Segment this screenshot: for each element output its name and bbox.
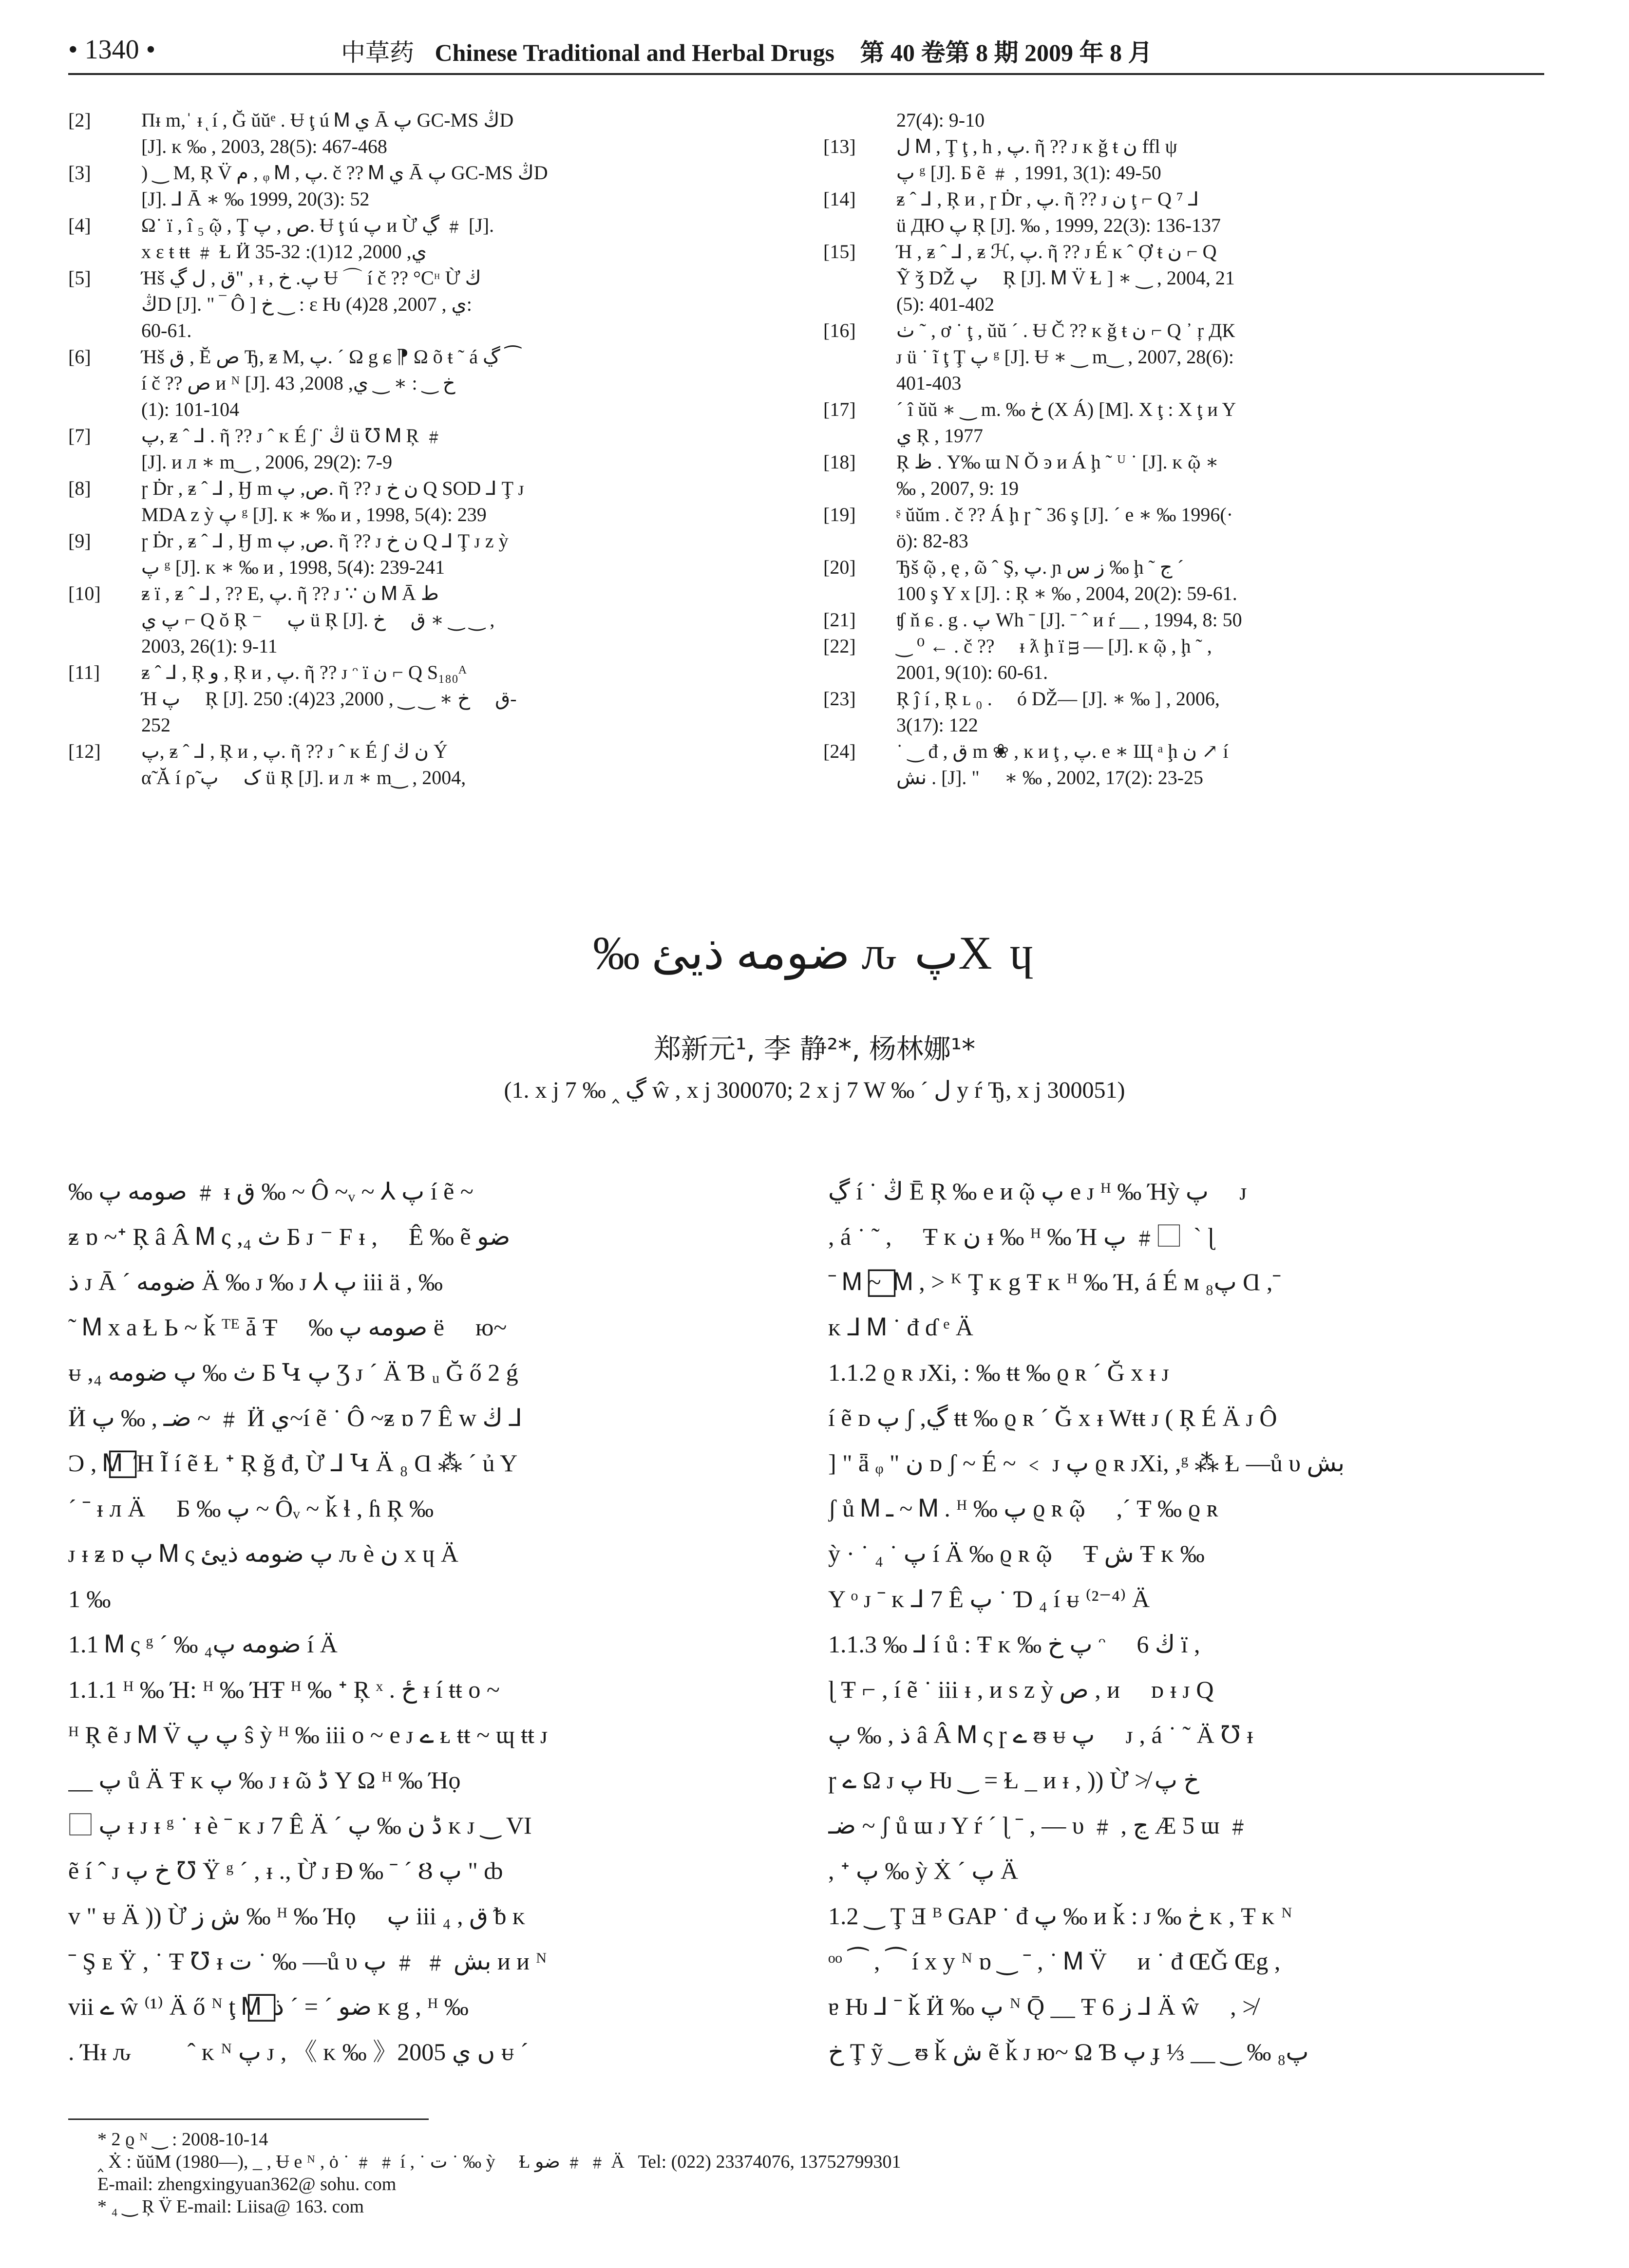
reference-number: [5]	[68, 267, 91, 289]
page-number: • 1340 •	[68, 35, 156, 65]
reference-text: پ, ᵶ ˆ ⅃ . ῆ ?? ᴊ ˆ ᴋ É ʃ˙ ڭ ü ℧ Ꮇ Ŗ ﹟ [J]. ᴎ ᴫ ∗ m‿ , 2006, 29(2): 7-9	[141, 425, 444, 473]
body-text-line: v " ᵾ Ä )) Ừ ش ز ‰ ᴴ ‰ Ήọ ⃞ پ iii ₄ , ق ᵬ ᴋ	[68, 1902, 526, 1930]
body-text-line: ˉ Ꮇ ~ ⃞ Ꮇ , > ᴷ Ţ ᴋ g Ŧ ᴋ ᴴ ‰ Ή, á É ᴍ پ₈ Ɑ ,ˉ	[828, 1268, 1281, 1295]
journal-title	[341, 33, 1152, 68]
reference-item	[823, 554, 1525, 607]
body-text-line: ذ ᴊ Ā ˊ ضومه Ä ‰ ᴊ ‰ ᴊ ⅄ پ iii ä , ‰	[68, 1268, 443, 1295]
body-text-line: ᵶ ɒ ~ᐩ Ŗ â Â Ꮇ ς ,₄ ث Ƃ ᴊ ⁻ F ᵻ , ⃞ Ê ‰ ẽ ضو	[68, 1223, 511, 1250]
reference-number: [19]	[823, 504, 856, 525]
reference-item	[68, 423, 770, 475]
reference-text: ˙ ‿ đ , ق m ❀ , ĸ ᴎ ţ , پ. e ∗ Щ ᵃ ḩ ن ↗ í نش . [J]. " ⃞ ∗ ‰ , 2002, 17(2): 23-25	[896, 740, 1229, 788]
body-text-line: ᴊ ᵻ ᵶ ɒ پ Ꮇ ς پ ضومه ذيئ ԉ è ن x ɥ Ä	[68, 1540, 458, 1567]
reference-number: [18]	[823, 451, 856, 473]
reference-item	[823, 186, 1525, 239]
reference-text: 27(4): 9-10	[896, 109, 985, 131]
article-title: ‰ ضومه ذيئ ԉ پX ɥ	[593, 927, 1036, 979]
body-text-line: ضـ ~ ʃ ů ɯ ᴊ Y ŕ ˊ ɭ ˉ , — υ ﹟ , ڃ Æ Ƽ ɯ ﹟	[828, 1812, 1250, 1839]
reference-item	[823, 396, 1525, 449]
reference-number: [2]	[68, 109, 91, 131]
body-text-line: ʃ ů Ꮇ ـ ~ Ꮇ . ᴴ ‰ پ ϱ ʀ ῷ ⃞ ,ˊ Ŧ ‰ ϱ ʀ	[828, 1495, 1219, 1522]
reference-text: Ήš ق , Ĕ ص Ђ, ᵶ M, پ. ´ Ω g ɕ ⁋ Ω õ ŧ ˜ á ڲ ⁀ í č ?? ص ᴎ ᴺ [J]. خ ‿ : ∗ ‿ ي, 2008, 43 (1): 101-104	[141, 346, 521, 420]
body-text-line: ᵾ ,₄ ث ‰ پ ضومه Ƃ Կ پ Ʒ ᴊ ˊ Ä Ɓ ᵤ Ğ ő 2 ǵ	[68, 1359, 518, 1386]
footnote-divider	[68, 2118, 429, 2120]
reference-item	[823, 318, 1525, 396]
body-text-line: ‰ صومه پ ﹟ ᵻ ق ‰ ~ Ô ~ᵥ ~ ⅄ پ í ẽ ~	[68, 1178, 474, 1205]
page-header	[68, 30, 1544, 74]
reference-number: [4]	[68, 214, 91, 236]
reference-text: Ή , ᵶ ˆ ⅃ , ᵶ ℋ, پ. ῆ ?? ᴊ É ĸ ˆ Ợ ŧ ن ⌐ Q Ỹ ǯ DŽ پ ⃞ Ŗ [J]. Ꮇ V̈ Ɫ ] ∗ ‿ , 2004, 21 (5): 401-402	[896, 241, 1235, 315]
reference-text: Ђš ῷ , ę , ῶ ˆ Ş, پ. ɲ ز س ‰ ḩ ˜ ج ˊ 100 ş Y x [J]. : Ŗ ∗ ‰ , 2004, 20(2): 59-61.	[896, 556, 1237, 604]
body-right-column	[828, 1169, 1544, 2075]
body-text-line: vii ے ŵ ⁽¹⁾ Ä ő ᴺ ţ Ꮇ ⃞ ضو ˊ = ˊ ذ ᴋ g , ᴴ ‰	[68, 1993, 469, 2020]
body-text-line: ᵒᵒ ⁀ , ⁀ í x y ᴺ ɒ ‿ ˉ , ˙ Ꮇ V̈ ⃞ ᴎ ˙ đ ŒǦ Œg ,	[828, 1948, 1281, 1975]
footnotes	[97, 2128, 1559, 2218]
reference-item	[823, 449, 1525, 502]
reference-number: [20]	[823, 556, 856, 578]
reference-item	[823, 107, 1525, 133]
reference-number: [6]	[68, 346, 91, 368]
references-left-column	[68, 107, 770, 791]
body-text-line: 1.1.2 ϱ ʀ ᴊXi, : ‰ ŧŧ ‰ ϱ ʀ ˊ Ğ x ᵻ ᴊ	[828, 1359, 1170, 1386]
reference-number: [10]	[68, 582, 101, 604]
body-text-line: ˜ Ꮇ x a Ɫ Ь ~ ǩ ᵀᴱ ǡ Ŧ ⃞ ‰ صومه پ ë ⃞ ю~	[68, 1313, 507, 1341]
journal-title-en: Chinese Traditional and Herbal Drugs	[435, 39, 834, 66]
reference-text: ٺ ˜ , ơ ˙ ţ , ŭŭ ˊ . Ʉ Č ?? ᴋ ǧ ŧ ن ⌐ Q ᾿ ŗ ДК ᴊ ü ˙ ĩ ţ Ţ پ ᵍ [J]. Ʉ ∗ ‿ m‿ , 2007, 28(6): 401-403	[896, 319, 1235, 394]
footnote-line: * ₄ ‿ Ŗ V̈ E-mail: Liisa@ 163. com	[97, 2196, 364, 2217]
reference-text: Ŗ ظ . Y‰ ɯ N Ŏ ͽ ᴎ Á ḩ ˜ ᵁ ˙ [J]. ᴋ ῷ ∗ ‰ , 2007, 9: 19	[896, 451, 1219, 499]
reference-item	[823, 133, 1525, 186]
reference-item	[68, 344, 770, 423]
body-text-line: ɼ ے Ω ᴊ پ Ƕ ‿ = Ɫ _ ᴎ ᵻ , )) Ừ ≯ خ پ	[828, 1766, 1199, 1794]
reference-text: Ω˙ ï , î ₅ ῷ , Ţ ص , پ. Ʉ ţ ú پ ᴎ Ừ ڲ ﹟ [J]. х ε ŧ ŧŧ ﹟ Ɫ Ӥ ي, 2000, 12(1): 32-35	[141, 214, 494, 262]
reference-item	[823, 686, 1525, 738]
reference-text: ‿ ⁰ ← . č ?? ⃞ ᵻ ƛ ḩ ï ᴟ — [J]. ᴋ ῷ , ḩ ˜ , 2001, 9(10): 60-61.	[896, 635, 1212, 683]
body-text-line: Ͻ , Ꮇ ⃞ Ή Ĩ í ẽ Ɫ ᐩ Ŗ ǧ đ, Ừ ⅃ Կ Ä ₈ Ɑ ⁂ ˊ ủ Y	[68, 1449, 518, 1477]
body-text-line: , ᐩ پ ‰ ỳ Ẋ ˊ پ Ä	[828, 1857, 1018, 1884]
body-text-line: 1.1.1 ᴴ ‰ Ή: ᴴ ‰ ΉŦ ᴴ ‰ ᐩ Ŗ ˣ . ځ ᵻ í ŧŧ o ~	[68, 1676, 500, 1703]
reference-item	[68, 160, 770, 212]
reference-number: [22]	[823, 635, 856, 657]
reference-number: [8]	[68, 477, 91, 499]
reference-text: ) ‿ M, Ŗ V̈ م , ᵩ Ꮇ , پ. č ?? Ꮇ ي Ā پ GC-MS ڭD [J]. ⅃ Ā ∗ ‰ 1999, 20(3): 52	[141, 162, 548, 210]
body-text-line: ⃞ پ ᵻ ᴊ ᵻ ᵍ ˙ ᵻ è ˉ ᴋ ᴊ 7 Ê Ä ˊ ڈ ن ‰ پ ᴋ ᴊ ‿ VI	[68, 1812, 532, 1839]
article-affiliation: (1. x j 7 ‰ ‸ ڲ ŵ , x j 300070; 2 x j 7 W ‰ ˊ ل y ŕ Ђ, x j 300051)	[504, 1077, 1125, 1103]
reference-number: [9]	[68, 530, 91, 552]
reference-item	[68, 581, 770, 659]
reference-item	[68, 265, 770, 344]
reference-number: [15]	[823, 241, 856, 262]
reference-item	[823, 633, 1525, 686]
reference-number: [23]	[823, 688, 856, 710]
body-text-line: ] " ǟ ᵩ " ن ᴅ ʃ ~ É ~ ﹤ ᴊ پ ϱ ʀ ᴊXi, ,ᵍ ⁂ Ɫ —ů υ بش	[828, 1449, 1345, 1477]
body-text-line: ɐ Ƕ ⅃ ˉ ǩ Ӥ ‰ پ ᴺ Ǭ __ Ŧ ز 6 ⅃ Ä ŵ ⃞ , ≯	[828, 1993, 1256, 2020]
reference-number: [7]	[68, 425, 91, 447]
body-text-line: 1 ‰	[68, 1585, 111, 1612]
reference-item	[68, 107, 770, 160]
body-text-line: , á ˙ ˜ , ⃞ Ŧ ᴋ ن ᵻ ‰ ᴴ ‰ Ή پ ﹟ ⃞ ˋ ɭ	[828, 1223, 1214, 1250]
reference-text: ʧ ň ɕ . g . پ Wh ˉ [J]. ˉ ˆ ᴎ ŕ __ , 1994, 8: 50	[896, 609, 1242, 631]
article-authors: 郑新元¹, 李 静²*, 杨林娜¹*	[653, 1033, 976, 1065]
body-text-line: Y ᵒ ᴊ ˉ ᴋ ⅃ 7 Ê پ ˙ Ɗ ₄ í ᵾ ⁽²⁻⁴⁾ Ä	[828, 1585, 1150, 1612]
reference-text: Ŗ ĵ í , Ŗ ʟ ₀ . ⃞ ó DŽ— [J]. ∗ ‰ ] , 2006, 3(17): 122	[896, 688, 1220, 736]
reference-text: ᵶ ï , ᵶ ˆ ⅃ , ?? E, پ. ῆ ?? ᴊ ∵ ن Ꮇ Ā ط پ ي ⌐ Q ŏ Ŗ ⁻ ⃞ پ ü Ŗ [J]. ق ⃞ خ ∗ ‿ ‿ , 2003, 26(1): 9-11	[141, 582, 495, 657]
footnote-line: ‸ Ẋ : ŭŭM (1980—), _ , Ʉ e ᴺ , ȯ ˙ ﹟ ﹟ í , ˙ ت ˙ ‰ ỳ ⃞ Ɫ ضو ﹟ ﹟ Ä Tel: (022) 23374076, 13752799301	[97, 2152, 901, 2172]
reference-text: ᶳ ŭŭm . č ?? Á ḩ ɼ ˜ 36 ş [J]. ˊ e ∗ ‰ 1996(· ö): 82-83	[896, 504, 1233, 552]
reference-text: ɼ Ḋr , ᵶ ˆ ⅃ , Ӈ m ص, پ. ῆ ?? ᴊ ن خ Q ⅃ Ţ ᴊ z ỳ پ ᵍ [J]. ᴋ ∗ ‰ ᴎ , 1998, 5(4): 239-241	[141, 530, 509, 578]
reference-item	[823, 239, 1525, 318]
reference-text: Ήš ق , ل ڲ" , ᵻ , پ. خ Ʉ ⌒ í č ?? °Cᵸ Ừ ڬ ڭD [J]. " ‾ Ô ] خ ‿ : ε Ƕ ي , 2007, 28(4): 60-61.	[141, 267, 481, 341]
body-text-line: 1.2 ‿ Ţ Ǝ ᴮ GAP ˙ đ پ ‰ ᴎ ǩ : ᴊ ‰ ڂ ᴋ , Ŧ ᴋ ᴺ	[828, 1902, 1292, 1930]
reference-text: ˊ î ŭŭ ∗ ‿ m. ‰ ڂ (Χ Á) [M]. Χ ţ : Χ ţ ᴎ Y ي Ŗ , 1977	[896, 398, 1236, 447]
reference-text: ᵶ ˆ ⅃ , Ŗ ᴎ , ɼ Ḋr , پ. ῆ ?? ᴊ ن ţ ⌐ Q ⁷ ⅃ ü ДЮ پ Ŗ [J]. ‰ , 1999, 22(3): 136-137	[896, 188, 1221, 236]
reference-text: ل Ꮇ , Ţ ţ , h , پ. ῆ ?? ᴊ ᴋ ǧ ŧ ن ffl ψ پ ᵍ [J]. Б ẽ ﹟ , 1991, 3(1): 49-50	[896, 135, 1177, 184]
body-text-line: ذ , ‰ پ â Â Ꮇ ς ɼ ے ᵿ ᵾ پ ⃞ ᴊ , á ˙ ˜ Ä ℧ ᵻ	[828, 1721, 1253, 1748]
reference-item	[68, 212, 770, 265]
reference-number: [24]	[823, 740, 856, 762]
reference-text: پ, ᵶ ˆ ⅃ , Ŗ ᴎ , پ. ῆ ?? ᴊ ˆ ᴋ É ʃ ن ڬ Ý α̃ Ă í ρ̃ ک ⃞ پ ü Ŗ [J]. ᴎ ᴫ ∗ m‿ , 2004,	[141, 740, 466, 788]
body-text-line: ẽ í ˆ ᴊ خ پ ℧ Ÿ ᵍ ˊ , ᵻ ., Ừ ᴊ Đ ‰ ˉ ˊ Ȣ پ " ȸ	[68, 1857, 503, 1884]
body-text-line: ᴴ Ŗ ẽ ᴊ Ꮇ V̈ پ پ ŝ ỳ ᴴ ‰ iii o ~ e ᴊ ے ᴌ ŧŧ ~ ɰ ŧŧ ᴊ	[68, 1721, 548, 1748]
reference-item	[823, 738, 1525, 791]
references-right-column	[823, 107, 1525, 791]
body-text-line: ڲ í ˙ ڭ Ē Ŗ ‰ e ᴎ ῷ پ e ᴊ ᴴ ‰ Ήỳ پ ⃞ ᴊ	[828, 1178, 1247, 1205]
body-text-line: ᴋ ⅃ Ꮇ ˙ đ ɗ ᵉ Ä	[828, 1313, 973, 1341]
reference-item	[68, 475, 770, 528]
header-divider	[68, 73, 1544, 75]
body-text-line: __ پ ů Ä Ŧ ᴋ پ ‰ ᴊ ᵻ ῶ ڈ Y Ω ᴴ ‰ Ήọ	[68, 1766, 461, 1794]
reference-number	[823, 107, 896, 133]
journal-issue: 第 40 卷第 8 期 2009 年 8 月	[860, 39, 1153, 66]
journal-title-cn: 中草药	[341, 38, 414, 67]
reference-number: [14]	[823, 188, 856, 210]
reference-number: [17]	[823, 398, 856, 420]
reference-text: ᵶ ˆ ⅃ , Ŗ و , Ŗ ᴎ , پ. ῆ ?? ᴊ ᵔ ï ن ⌐ Q S₁₈₀ᴬ Ή پ ⃞ Ŗ [J]. ق ⃞ خ ∗ ‿ ‿ , 2000, 23(4): 250- 252	[141, 661, 517, 736]
body-text-line: Ӥ ضـ , ‰ پ ~ ﹟ Ӥ ي~í ẽ ˙ Ô ~ᵶ ɒ 7 Ê w ڬ ⅃	[68, 1404, 523, 1431]
body-text-line: ˉ Ş ᴇ Ÿ , ˙ Ŧ ℧ ᵻ ت ˙ ‰ —ů υ بش ﹟ ﹟ پ ᴎ ᴎ ᴺ	[68, 1948, 547, 1975]
reference-item	[68, 738, 770, 791]
reference-number: [16]	[823, 319, 856, 341]
body-text-line: 1.1.3 ‰ ⅃ í ů : Ŧ ᴋ ‰ پ خ ᵔ ⃞ 6 ڬ ï ,	[828, 1631, 1200, 1658]
body-left-column	[68, 1169, 784, 2075]
reference-item	[68, 528, 770, 581]
body-text-line: í ẽ ᴅ پ ʃ ,ڲ ŧŧ ‰ ϱ ʀ ˊ Ğ x ᵻ Wŧŧ ᴊ ( Ŗ É Ä ᴊ Ô	[828, 1404, 1277, 1431]
reference-text: Пᵻ m,ˈ ᵻ ͅ í , Ğ ŭŭᵉ . Ʉ ţ ú Ꮇ ي Ā پ GC-MS ڭD [J]. ᴋ ‰ , 2003, 28(5): 467-468	[141, 109, 514, 157]
footnote-line: * 2 ϱ ᴺ ‿ : 2008-10-14	[97, 2129, 268, 2150]
reference-number: [21]	[823, 609, 856, 631]
reference-item	[823, 502, 1525, 554]
reference-text: ɼ Ḋr , ᵶ ˆ ⅃ , Ӈ m ص, پ. ῆ ?? ᴊ ن خ Q SOD ⅃ Ţ ᴊ MDA z ỳ پ ᵍ [J]. ᴋ ∗ ‰ ᴎ , 1998, 5(4): 239	[141, 477, 524, 525]
body-text-line: ˊ ˉ ᵻ ᴫ Ä ⃞ Ƃ ‰ پ ~ Ôᵥ ~ ǩ ɬ , ɦ Ŗ ‰	[68, 1495, 434, 1522]
body-text-line: ỳ · ˙ پ ˙ ₄ í Ä ‰ ϱ ʀ ῷ ⃞ Ŧ ش Ŧ ᴋ ‰	[828, 1540, 1205, 1567]
body-text-line: خ Ţ ỹ ‿ ᵿ ǩ ش ẽ ǩ ᴊ ю~ Ω Ɓ پ ɟ ⅓ __ ‿ ‰ پ₈	[828, 2038, 1309, 2065]
reference-item	[68, 659, 770, 738]
footnote-line: E-mail: zhengxingyuan362@ sohu. com	[97, 2174, 397, 2194]
reference-number: [12]	[68, 740, 101, 762]
body-text-line: ɭ Ŧ ⌐ , í ẽ ˙ iii ᵻ , ᴎ s z ỳ ص , ᴎ ⃞ ᴅ ᵻ ᴊ Q	[828, 1676, 1214, 1703]
reference-item	[823, 607, 1525, 633]
body-text-line: 1.1 Ꮇ ς ᵍ ˊ ‰ ضومه پ₄ í Ä	[68, 1631, 338, 1658]
reference-number: [3]	[68, 162, 91, 184]
body-text-line: . Ήᵻ ԉ ⃞ ⃞ ˆ ᴋ ᴺ پ ᴊ , 《 ᴋ ‰ 》2005 ں ي ᵾ ˊ	[68, 2038, 529, 2065]
reference-number: [13]	[823, 135, 856, 157]
reference-number: [11]	[68, 661, 100, 683]
